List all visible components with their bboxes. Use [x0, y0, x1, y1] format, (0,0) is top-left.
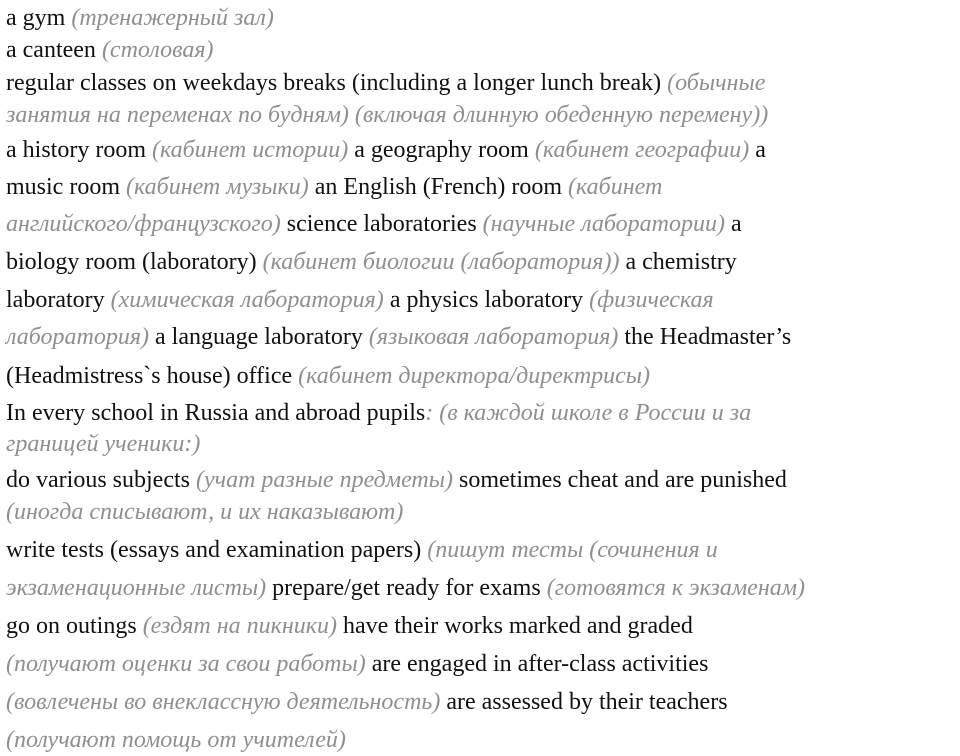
- line-9: [6, 288, 714, 312]
- ru-translation: (учат разные предметы): [189, 467, 454, 493]
- en-term: regular classes on weekdays breaks (including a longer lunch break): [6, 70, 662, 96]
- en-term: go on outings: [6, 613, 137, 639]
- en-term: write tests (essays and examination papers): [6, 537, 422, 563]
- ru-translation: (вовлечены во внеклассную деятельность): [6, 689, 441, 715]
- en-term: a: [725, 211, 742, 237]
- line-2: [6, 38, 213, 62]
- line-15: [6, 500, 403, 524]
- en-term: sometimes cheat and are punished: [453, 467, 787, 493]
- line-12: [6, 401, 751, 425]
- en-term: a language laboratory: [149, 324, 363, 350]
- en-term: (Headmistress`s house) office: [6, 363, 293, 389]
- line-18: [6, 614, 693, 638]
- line-8: [6, 250, 737, 274]
- ru-translation: лаборатория): [6, 324, 149, 350]
- ru-translation: английского/французского): [6, 211, 281, 237]
- ru-translation: (пишут тесты (сочинения и: [421, 537, 718, 563]
- en-term: In every school in Russia and abroad pupils: [6, 400, 426, 426]
- en-term: the Headmaster’s: [618, 324, 792, 350]
- en-term: an English (French) room: [308, 174, 563, 200]
- ru-translation: (столовая): [95, 37, 214, 63]
- en-term: do various subjects: [6, 467, 190, 493]
- ru-translation: (языковая лаборатория): [362, 324, 619, 350]
- line-4: [6, 103, 768, 127]
- line-5: [6, 138, 766, 162]
- en-term: a physics laboratory: [383, 287, 584, 313]
- ru-translation: (получают помощь от учителей): [6, 727, 346, 753]
- ru-translation: (получают оценки за свои работы): [6, 651, 366, 677]
- line-14: [6, 468, 787, 492]
- ru-translation: (обычные: [661, 70, 766, 96]
- ru-translation: занятия на переменах по будням) (включая длинную обеденную перемену)): [6, 102, 769, 128]
- ru-translation: (иногда списывают, и их наказывают): [6, 499, 404, 525]
- line-16: [6, 538, 718, 562]
- ru-translation: (кабинет: [562, 174, 663, 200]
- ru-translation: (кабинет географии): [528, 137, 750, 163]
- en-term: laboratory: [6, 287, 105, 313]
- line-17: [6, 576, 805, 600]
- ru-translation: (научные лаборатории): [476, 211, 725, 237]
- ru-translation: (кабинет музыки): [120, 174, 309, 200]
- ru-translation: (кабинет биологии (лаборатория)): [256, 249, 620, 275]
- ru-translation: (кабинет директора/директрисы): [292, 363, 651, 389]
- line-11: [6, 364, 650, 388]
- ru-translation: (физическая: [583, 287, 714, 313]
- line-3: [6, 71, 765, 95]
- line-19: [6, 652, 708, 676]
- en-term: a chemistry: [619, 249, 737, 275]
- en-term: music room: [6, 174, 120, 200]
- en-term: are engaged in after-class activities: [365, 651, 709, 677]
- line-6: [6, 175, 662, 199]
- ru-translation: границей ученики:): [6, 431, 201, 457]
- line-21: [6, 728, 346, 752]
- ru-translation: (ездят на пикники): [136, 613, 337, 639]
- ru-translation: (готовятся к экзаменам): [540, 575, 806, 601]
- en-term: a: [749, 137, 766, 163]
- line-13: [6, 432, 200, 456]
- line-20: [6, 690, 728, 714]
- en-term: a gym: [6, 5, 66, 31]
- en-term: a history room: [6, 137, 146, 163]
- en-term: science laboratories: [280, 211, 477, 237]
- en-term: a canteen: [6, 37, 96, 63]
- en-term: have their works marked and graded: [336, 613, 693, 639]
- ru-translation: (кабинет истории): [145, 137, 349, 163]
- line-7: [6, 212, 742, 236]
- ru-translation: экзаменационные листы): [6, 575, 267, 601]
- ru-translation: : (в каждой школе в России и за: [425, 400, 752, 426]
- line-1: [6, 6, 274, 30]
- line-10: [6, 325, 791, 349]
- en-term: are assessed by their teachers: [440, 689, 728, 715]
- ru-translation: (тренажерный зал): [65, 5, 274, 31]
- en-term: biology room (laboratory): [6, 249, 257, 275]
- en-term: prepare/get ready for exams: [266, 575, 541, 601]
- en-term: a geography room: [348, 137, 529, 163]
- ru-translation: (химическая лаборатория): [104, 287, 384, 313]
